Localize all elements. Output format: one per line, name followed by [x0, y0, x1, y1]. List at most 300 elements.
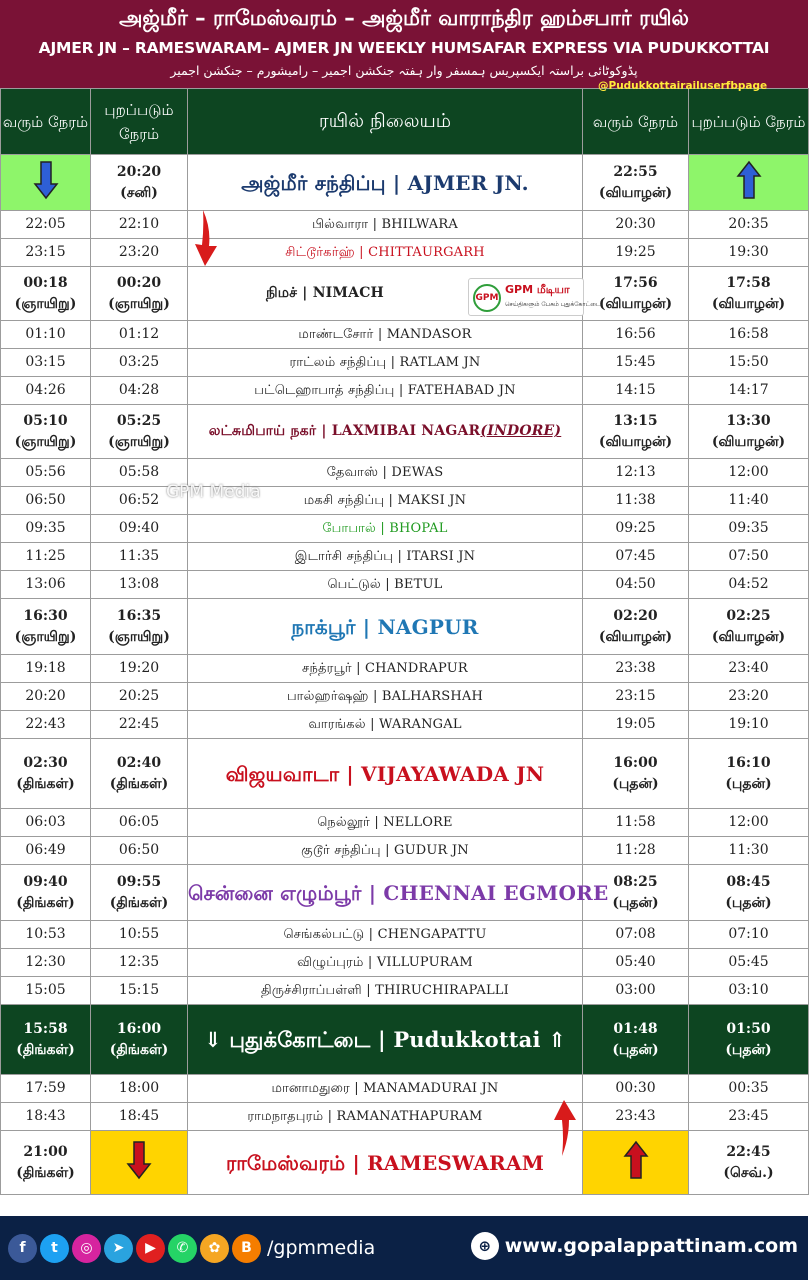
station-name-tamil: விழுப்புரம் — [297, 954, 364, 970]
station-name — [188, 1075, 583, 1103]
up-arrival-day: (புதன்) — [612, 775, 659, 792]
up-arrival-time: 23:15 — [615, 688, 656, 705]
station-name-tamil: விஜயவாடா — [225, 761, 340, 786]
col-station: ரயில் நிலையம் — [188, 89, 583, 155]
station-name-english-extra: (INDORE) — [480, 423, 562, 440]
down-arrival — [1, 921, 91, 949]
station-name-tamil: திருச்சிராப்பள்ளி — [261, 982, 362, 998]
station-name-tamil: வாரங்கல் — [308, 716, 366, 732]
station-row — [1, 321, 809, 349]
down-arrival-time: 15:05 — [25, 982, 66, 999]
station-name — [188, 949, 583, 977]
down-departure — [91, 921, 188, 949]
separator: | — [361, 982, 376, 998]
separator: | — [386, 354, 400, 370]
station-name-english: CHENGAPATTU — [377, 926, 487, 942]
down-departure-time: 15:15 — [118, 982, 160, 999]
down-departure — [91, 1103, 188, 1131]
up-departure-time: 16:58 — [728, 326, 769, 343]
station-name — [188, 211, 583, 239]
station-name — [188, 1131, 583, 1195]
station-row — [1, 405, 809, 459]
up-arrival-time: 15:45 — [615, 354, 656, 371]
down-departure-time: 23:20 — [118, 244, 160, 261]
down-departure-time: 01:12 — [118, 326, 160, 343]
down-departure-time: 00:20 — [116, 274, 162, 291]
telegram-icon[interactable]: ➤ — [104, 1234, 133, 1263]
station-name — [188, 739, 583, 809]
station-name-tamil: சந்த்ரபூர் — [302, 660, 352, 676]
gpm-logo-title: GPM மீடியா — [505, 283, 570, 296]
down-arrival-time: 01:10 — [25, 326, 66, 343]
down-departure-day: (திங்கள்) — [109, 775, 169, 792]
down-departure-time: 02:40 — [116, 754, 162, 771]
up-departure-time: 07:50 — [728, 548, 769, 565]
station-name-english: WARANGAL — [379, 716, 462, 732]
separator: | — [355, 614, 378, 639]
down-arrival-day: (ஞாயிறு) — [14, 295, 77, 312]
up-arrival-time: 11:28 — [615, 842, 656, 859]
down-arrival-time: 06:50 — [25, 492, 66, 509]
separator: | — [351, 660, 366, 676]
up-arrival-time: 11:58 — [615, 814, 656, 831]
down-arrival-day: (திங்கள்) — [16, 1041, 75, 1058]
separator: | — [368, 688, 382, 704]
whatsapp-icon[interactable]: ✆ — [168, 1234, 197, 1263]
title-urdu: پڈوکوٹائی براستہ ایکسپریس ہمسفر وار ہفتہ جنکشن اجمیر – رامیشورم – جنکشن اجمیر — [170, 63, 638, 78]
down-departure-time: 06:05 — [118, 814, 160, 831]
down-arrival — [1, 543, 91, 571]
up-arrival-time: 07:45 — [615, 548, 656, 565]
down-arrival — [1, 711, 91, 739]
up-arrival — [583, 739, 689, 809]
up-arrival-time: 23:43 — [615, 1108, 656, 1125]
up-departure — [689, 739, 809, 809]
up-arrival-day: (வியாழன்) — [598, 184, 673, 201]
station-name-english: NIMACH — [312, 285, 384, 302]
up-arrow-cell — [689, 155, 809, 211]
station-name-english: AJMER JN. — [407, 170, 529, 195]
station-name — [188, 155, 583, 211]
station-name-tamil: நிமச் — [266, 285, 298, 302]
up-arrival — [583, 239, 689, 267]
up-arrival-day: (வியாழன்) — [598, 433, 673, 450]
down-arrival-time: 22:05 — [25, 216, 66, 233]
down-departure-time: 03:25 — [118, 354, 160, 371]
station-name-tamil: மானாமதுரை — [271, 1080, 350, 1096]
station-row — [1, 459, 809, 487]
down-arrival — [1, 837, 91, 865]
up-arrival-time: 16:56 — [615, 326, 656, 343]
down-arrival — [1, 515, 91, 543]
blogger-icon[interactable]: B — [232, 1234, 261, 1263]
up-departure-time: 15:50 — [728, 354, 769, 371]
station-name-tamil: குடூர் சந்திப்பு — [301, 842, 381, 858]
down-arrival — [1, 459, 91, 487]
station-row — [1, 599, 809, 655]
station-name-english: MAKSI JN — [397, 492, 467, 508]
down-arrival — [1, 377, 91, 405]
station-name-english: VIJAYAWADA JN — [361, 761, 545, 786]
up-departure — [689, 487, 809, 515]
down-arrival — [1, 487, 91, 515]
down-arrival-time: 03:15 — [25, 354, 66, 371]
station-name-english: CHANDRAPUR — [365, 660, 468, 676]
down-arrival-time: 17:59 — [25, 1080, 66, 1097]
up-departure-day: (புதன்) — [725, 894, 772, 911]
up-departure-day: (செவ்.) — [723, 1164, 774, 1181]
separator: | — [373, 326, 387, 342]
separator: | — [363, 954, 377, 970]
station-name-english: BETUL — [394, 576, 443, 592]
twitter-icon[interactable]: t — [40, 1234, 69, 1263]
down-departure-day: (ஞாயிறு) — [108, 433, 170, 450]
up-arrival — [583, 349, 689, 377]
up-arrival-time: 20:30 — [615, 216, 656, 233]
separator: | — [339, 761, 362, 786]
station-name-english: RAMESWARAM — [367, 1150, 545, 1175]
down-arrival — [1, 211, 91, 239]
up-arrival — [583, 1103, 689, 1131]
down-departure-time: 06:50 — [118, 842, 160, 859]
down-arrival-time: 21:00 — [23, 1143, 68, 1160]
up-arrow-icon — [736, 160, 762, 200]
up-arrival-time: 09:25 — [615, 520, 656, 537]
up-arrival-time: 13:15 — [613, 412, 658, 429]
station-name-tamil: இடார்சி சந்திப்பு — [294, 548, 394, 564]
down-arrival — [1, 683, 91, 711]
down-departure-time: 20:20 — [116, 163, 162, 180]
up-departure — [689, 809, 809, 837]
red-up-arrow-icon — [550, 1098, 578, 1158]
social-handle[interactable]: /gpmmedia — [267, 1237, 376, 1259]
station-name-tamil: போபால் — [322, 520, 376, 536]
down-arrival — [1, 349, 91, 377]
up-departure-time: 11:40 — [728, 492, 769, 509]
globe-icon: ⊕ — [471, 1232, 499, 1260]
up-arrival-time: 08:25 — [613, 873, 658, 890]
up-departure — [689, 1131, 809, 1195]
up-departure — [689, 515, 809, 543]
station-row — [1, 921, 809, 949]
separator: | — [365, 716, 380, 732]
station-name — [188, 683, 583, 711]
down-departure — [91, 571, 188, 599]
station-name-english: ITARSI JN — [406, 548, 476, 564]
up-departure-time: 14:17 — [728, 382, 769, 399]
station-name-tamil: ⇓ புதுக்கோட்டை — [204, 1026, 371, 1052]
down-arrival-time: 20:20 — [25, 688, 66, 705]
down-departure-time: 16:00 — [116, 1020, 162, 1037]
down-departure — [91, 321, 188, 349]
station-row — [1, 837, 809, 865]
station-row — [1, 977, 809, 1005]
station-name — [188, 921, 583, 949]
up-departure-day: (புதன்) — [725, 775, 772, 792]
station-row — [1, 809, 809, 837]
up-arrival — [583, 949, 689, 977]
up-arrival — [583, 543, 689, 571]
down-arrival — [1, 655, 91, 683]
down-arrival-day: (திங்கள்) — [16, 775, 75, 792]
up-departure-day: (வியாழன்) — [711, 628, 786, 645]
down-arrival-day: (திங்கள்) — [16, 894, 75, 911]
down-arrival-day: (ஞாயிறு) — [14, 628, 77, 645]
up-arrival-day: (புதன்) — [612, 894, 659, 911]
down-departure-time: 18:45 — [118, 1108, 160, 1125]
social-icons — [8, 1234, 261, 1263]
up-arrival-time: 23:38 — [615, 660, 656, 677]
down-arrival-time: 19:18 — [25, 660, 66, 677]
down-arrival-time: 13:06 — [25, 576, 66, 593]
station-row — [1, 239, 809, 267]
watermark: GPM Media — [166, 482, 261, 502]
up-departure — [689, 949, 809, 977]
up-arrival — [583, 515, 689, 543]
station-name-tamil: பட்டெஹாபாத் சந்திப்பு — [254, 382, 395, 398]
up-arrival — [583, 571, 689, 599]
down-departure-time: 13:08 — [118, 576, 160, 593]
separator: | — [375, 520, 390, 536]
down-arrival — [1, 267, 91, 321]
up-departure-time: 19:10 — [728, 716, 769, 733]
station-name-english: MANAMADURAI JN — [363, 1080, 499, 1096]
up-arrival-time: 04:50 — [615, 576, 656, 593]
gpm-logo — [468, 278, 601, 316]
station-name-english: VILLUPURAM — [376, 954, 473, 970]
up-departure-day: (புதன்) — [725, 1041, 772, 1058]
down-arrival-day: (திங்கள்) — [16, 1164, 75, 1181]
up-departure-time: 09:35 — [728, 520, 769, 537]
station-name — [188, 977, 583, 1005]
down-departure-day: (திங்கள்) — [109, 894, 169, 911]
station-row — [1, 711, 809, 739]
down-arrival-time: 23:15 — [25, 244, 66, 261]
down-departure-day: (ஞாயிறு) — [108, 295, 170, 312]
separator: | — [384, 492, 398, 508]
up-arrival-time: 22:55 — [613, 163, 658, 180]
station-name-tamil: அஜ்மீர் சந்திப்பு — [241, 170, 386, 195]
station-name-tamil: தேவாஸ் — [326, 464, 379, 480]
station-name-english: CHENNAI EGMORE — [383, 880, 609, 905]
title-tamil: அஜ்மீர் – ராமேஸ்வரம் – அஜ்மீர் வாராந்திர ஹம்சபார் ரயில் — [119, 6, 689, 30]
down-arrival-time: 00:18 — [23, 274, 68, 291]
separator: | — [368, 216, 382, 232]
down-arrival — [1, 571, 91, 599]
up-departure — [689, 267, 809, 321]
up-departure-day: (வியாழன்) — [711, 433, 786, 450]
up-departure-time: 13:30 — [726, 412, 771, 429]
up-departure — [689, 1005, 809, 1075]
gpm-logo-circle: GPM — [473, 284, 501, 312]
station-name-tamil: ராட்லம் சந்திப்பு — [289, 354, 387, 370]
up-arrival — [583, 487, 689, 515]
up-arrow-icon — [623, 1140, 649, 1180]
station-name — [188, 711, 583, 739]
down-arrow-icon — [126, 1140, 152, 1180]
down-arrival-time: 15:58 — [23, 1020, 68, 1037]
down-arrival — [1, 1005, 91, 1075]
down-departure-time: 12:35 — [118, 954, 160, 971]
station-name-tamil: லட்சுமிபாய் நகர் — [208, 423, 317, 440]
col-departure-up: புறப்படும் நேரம் — [689, 89, 809, 155]
station-name-tamil: செங்கல்பட்டு — [283, 926, 365, 942]
red-down-arrow-icon — [193, 208, 221, 268]
website-link[interactable] — [471, 1232, 798, 1260]
station-row — [1, 1005, 809, 1075]
station-name-english: LAXMIBAI NAGAR — [331, 423, 481, 440]
down-departure-time: 09:40 — [118, 520, 160, 537]
station-row — [1, 865, 809, 921]
station-name-english: BHOPAL — [389, 520, 448, 536]
station-name — [188, 571, 583, 599]
up-departure-time: 20:35 — [728, 216, 769, 233]
down-arrival-time: 12:30 — [25, 954, 66, 971]
station-row — [1, 683, 809, 711]
station-name — [188, 655, 583, 683]
gpm-logo-subtitle: செய்திகளும் பேசும் புதுக்கோட்டை — [505, 301, 601, 308]
station-name — [188, 321, 583, 349]
down-arrival — [1, 1075, 91, 1103]
station-row — [1, 267, 809, 321]
down-arrival — [1, 239, 91, 267]
down-departure — [91, 377, 188, 405]
up-arrival-day: (புதன்) — [612, 1041, 659, 1058]
sharechat-icon[interactable]: ✿ — [200, 1234, 229, 1263]
instagram-icon[interactable]: ◎ — [72, 1234, 101, 1263]
up-arrival-time: 19:25 — [615, 244, 656, 261]
station-row — [1, 377, 809, 405]
up-departure-time: 05:45 — [728, 954, 769, 971]
down-departure — [91, 543, 188, 571]
youtube-icon[interactable]: ▶ — [136, 1234, 165, 1263]
separator: | — [394, 382, 408, 398]
up-arrival-day: (வியாழன்) — [598, 295, 673, 312]
down-departure-time: 20:25 — [118, 688, 160, 705]
down-arrival-time: 09:40 — [23, 873, 68, 890]
down-departure — [91, 155, 188, 211]
station-name-english: BHILWARA — [381, 216, 458, 232]
station-name-english: DEWAS — [391, 464, 444, 480]
station-row — [1, 949, 809, 977]
up-departure — [689, 459, 809, 487]
down-departure — [91, 865, 188, 921]
down-arrow-cell — [91, 1131, 188, 1195]
station-row — [1, 1103, 809, 1131]
station-name — [188, 349, 583, 377]
station-name-tamil: மகசி சந்திப்பு — [303, 492, 385, 508]
separator: | — [370, 814, 384, 830]
timetable — [0, 88, 809, 1195]
down-departure — [91, 739, 188, 809]
up-departure — [689, 711, 809, 739]
up-departure-time: 12:00 — [728, 814, 769, 831]
station-name-tamil: பால்ஹர்ஷஹ் — [287, 688, 369, 704]
up-arrival-time: 12:13 — [615, 464, 656, 481]
station-name-english: NAGPUR — [377, 614, 479, 639]
up-departure-time: 08:45 — [726, 873, 771, 890]
separator: | — [361, 880, 384, 905]
footer-bar — [0, 1216, 808, 1280]
separator: | — [393, 548, 407, 564]
down-departure-time: 19:20 — [118, 660, 160, 677]
down-arrival — [1, 405, 91, 459]
station-name — [188, 377, 583, 405]
up-arrival — [583, 405, 689, 459]
station-row — [1, 1075, 809, 1103]
up-departure — [689, 377, 809, 405]
col-arrival: வரும் நேரம் — [1, 89, 91, 155]
down-departure-time: 05:25 — [116, 412, 162, 429]
separator: | — [297, 285, 313, 302]
up-departure — [689, 321, 809, 349]
up-departure — [689, 239, 809, 267]
up-arrival — [583, 809, 689, 837]
website-url[interactable]: www.gopalappattinam.com — [504, 1235, 798, 1257]
station-name-english: THIRUCHIRAPALLI — [375, 982, 509, 998]
station-name — [188, 239, 583, 267]
station-name — [188, 405, 583, 459]
up-arrival-time: 02:20 — [613, 607, 658, 624]
station-name — [188, 1005, 583, 1075]
up-departure — [689, 1075, 809, 1103]
station-row — [1, 155, 809, 211]
separator: | — [380, 576, 395, 592]
up-departure-time: 16:10 — [726, 754, 771, 771]
down-departure-time: 16:35 — [116, 607, 162, 624]
down-departure-time: 09:55 — [116, 873, 162, 890]
up-arrival-time: 16:00 — [613, 754, 658, 771]
down-arrival — [1, 977, 91, 1005]
up-departure-time: 11:30 — [728, 842, 769, 859]
separator: | — [380, 842, 395, 858]
up-arrival — [583, 711, 689, 739]
up-arrival — [583, 1005, 689, 1075]
separator: | — [316, 423, 332, 440]
down-arrival-time: 09:35 — [25, 520, 66, 537]
down-departure — [91, 1075, 188, 1103]
down-arrival-day: (ஞாயிறு) — [14, 433, 77, 450]
up-arrival — [583, 267, 689, 321]
down-arrival-time: 06:49 — [25, 842, 66, 859]
up-arrival — [583, 599, 689, 655]
station-name-english: FATEHABAD JN — [407, 382, 516, 398]
station-name — [188, 1103, 583, 1131]
up-arrival — [583, 155, 689, 211]
station-row — [1, 211, 809, 239]
up-arrival-time: 07:08 — [615, 926, 656, 943]
station-row — [1, 515, 809, 543]
facebook-icon[interactable]: f — [8, 1234, 37, 1263]
up-arrival — [583, 377, 689, 405]
title-english: AJMER JN – RAMESWARAM– AJMER JN WEEKLY HUMSAFAR EXPRESS VIA PUDUKKOTTAI — [38, 39, 770, 57]
up-arrival — [583, 211, 689, 239]
header-banner — [0, 0, 808, 88]
up-departure — [689, 543, 809, 571]
down-arrival-time: 11:25 — [25, 548, 66, 565]
separator: | — [345, 1150, 368, 1175]
up-arrival — [583, 321, 689, 349]
station-name-english: RAMANATHAPURAM — [336, 1108, 483, 1124]
up-arrival-time: 03:00 — [615, 982, 656, 999]
station-name-english: Pudukkottai ⇑ — [393, 1026, 566, 1052]
up-departure — [689, 865, 809, 921]
down-arrival — [1, 599, 91, 655]
station-row — [1, 349, 809, 377]
station-name-tamil: நாக்பூர் — [291, 614, 356, 639]
down-arrival-time: 22:43 — [25, 716, 66, 733]
station-name — [188, 599, 583, 655]
